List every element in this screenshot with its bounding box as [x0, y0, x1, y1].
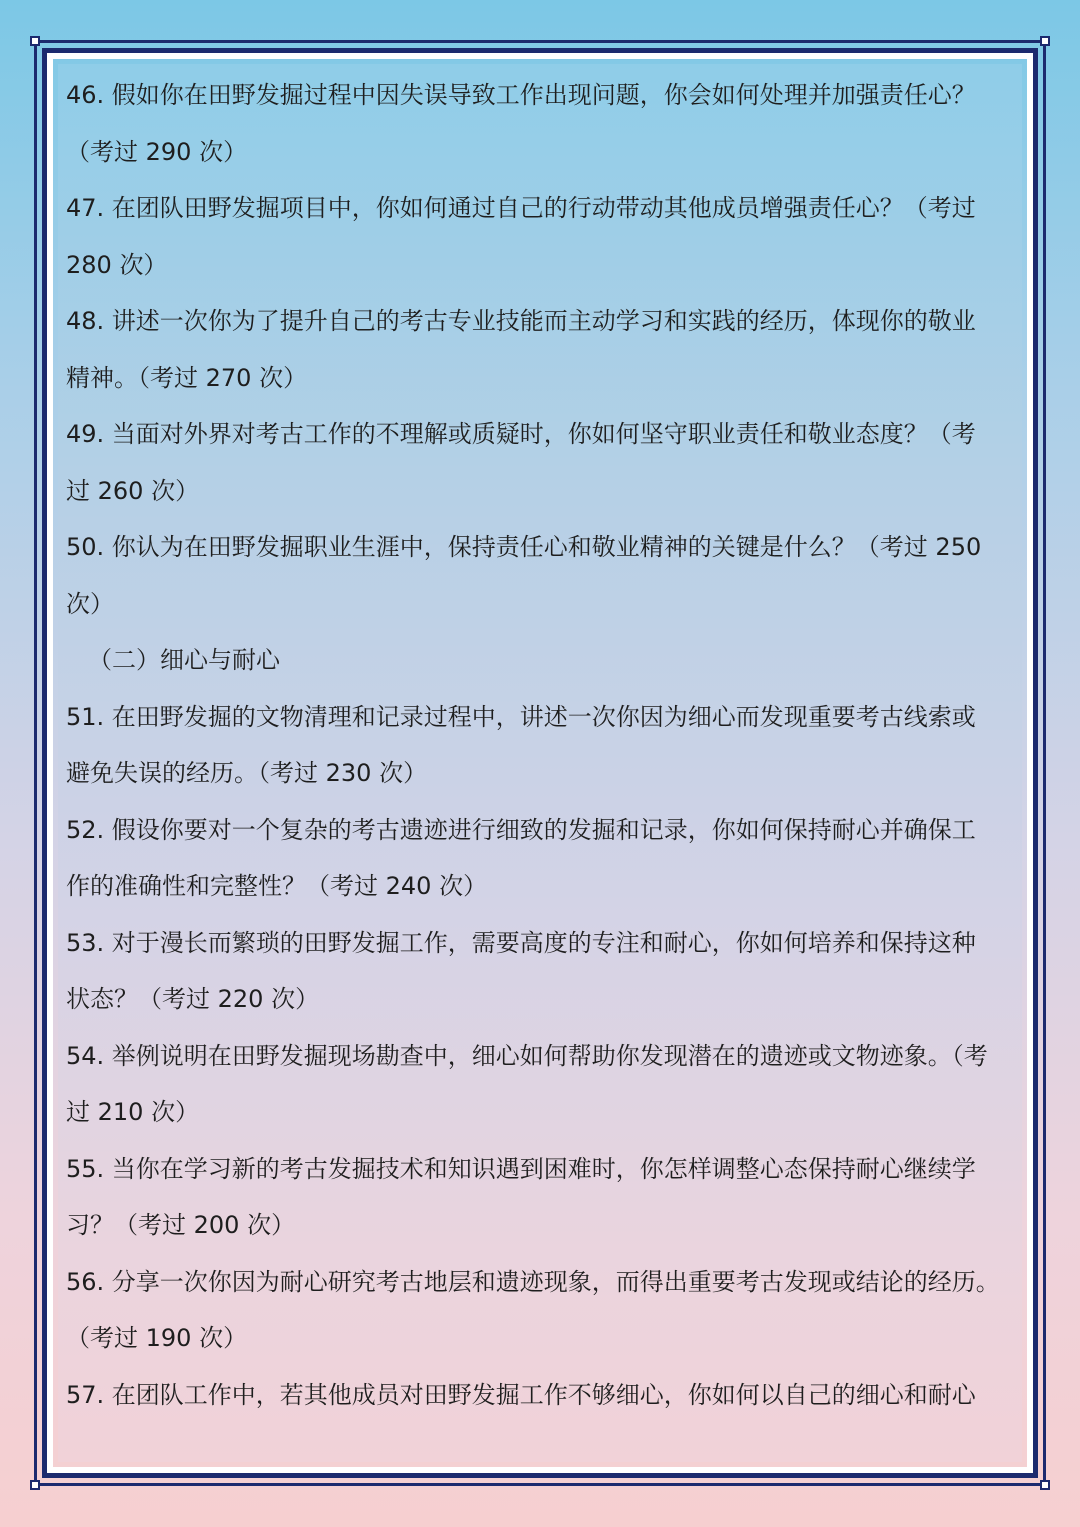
corner-ornament-bottom-left — [30, 1480, 40, 1490]
corner-ornament-bottom-right — [1040, 1480, 1050, 1490]
text-line: 过 210 次） — [66, 1098, 200, 1126]
text-line: 47. 在团队田野发掘项目中，你如何通过自己的行动带动其他成员增强责任心？（考过 — [66, 194, 976, 222]
corner-ornament-top-left — [30, 36, 40, 46]
text-line: 56. 分享一次你因为耐心研究考古地层和遗迹现象，而得出重要考古发现或结论的经历。 — [66, 1267, 1000, 1296]
text-line: 避免失误的经历。（考过 230 次） — [66, 759, 428, 787]
text-line: 过 260 次） — [66, 476, 200, 505]
text-line: 280 次） — [66, 250, 168, 279]
section-heading: （二）细心与耐心 — [88, 646, 280, 674]
text-line: 52. 假设你要对一个复杂的考古遗迹进行细致的发掘和记录，你如何保持耐心并确保工 — [66, 815, 976, 844]
text-line: （考过 290 次） — [66, 137, 248, 166]
text-line: 57. 在团队工作中，若其他成员对田野发掘工作不够细心，你如何以自己的细心和耐心 — [66, 1380, 976, 1409]
text-line: 次） — [66, 589, 114, 618]
question-list — [66, 67, 1016, 1423]
corner-ornament-top-right — [1040, 36, 1050, 46]
text-line: 作的准确性和完整性？（考过 240 次） — [66, 872, 488, 900]
text-line: 状态？（考过 220 次） — [66, 985, 320, 1013]
content-panel — [58, 64, 1022, 1462]
text-line: 习？（考过 200 次） — [66, 1211, 296, 1239]
text-line: 49. 当面对外界对考古工作的不理解或质疑时，你如何坚守职业责任和敬业态度？（考 — [66, 420, 976, 448]
text-line: 50. 你认为在田野发掘职业生涯中，保持责任心和敬业精神的关键是什么？（考过 250 — [66, 533, 982, 561]
text-line: 55. 当你在学习新的考古发掘技术和知识遇到困难时，你怎样调整心态保持耐心继续学 — [66, 1154, 976, 1183]
text-line: 48. 讲述一次你为了提升自己的考古专业技能而主动学习和实践的经历，体现你的敬业 — [66, 307, 976, 335]
text-line: 54. 举例说明在田野发掘现场勘查中，细心如何帮助你发现潜在的遗迹或文物迹象。（考 — [66, 1041, 988, 1070]
text-line: 46. 假如你在田野发掘过程中因失误导致工作出现问题，你会如何处理并加强责任心？ — [66, 81, 976, 109]
text-line: 51. 在田野发掘的文物清理和记录过程中，讲述一次你因为细心而发现重要考古线索或 — [66, 702, 976, 731]
text-line: （考过 190 次） — [66, 1324, 248, 1352]
text-line: 53. 对于漫长而繁琐的田野发掘工作，需要高度的专注和耐心，你如何培养和保持这种 — [66, 928, 976, 957]
text-line: 精神。（考过 270 次） — [66, 363, 308, 392]
